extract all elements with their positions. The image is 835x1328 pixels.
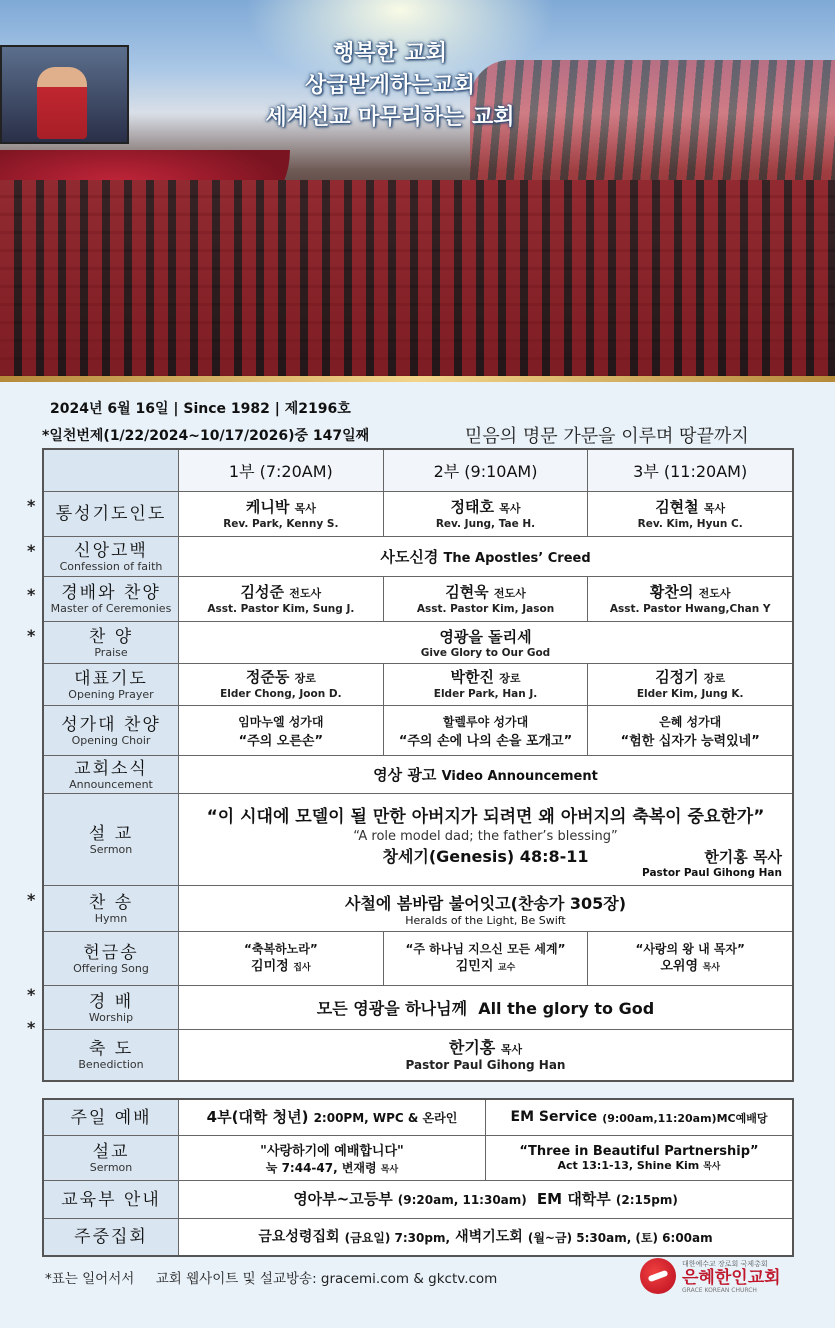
logo-name: 은혜한인교회 xyxy=(682,1267,781,1288)
sermon-row xyxy=(44,794,792,886)
gold-divider xyxy=(0,376,835,382)
sermon-title: “이 시대에 모델이 될 만한 아버지가 되려면 왜 아버지의 축복이 중요한가” xyxy=(206,807,765,827)
service-2: 2부 (9:10AM) xyxy=(384,450,589,491)
reading-line: *일천번제(1/22/2024~10/17/2026)중 147일째 xyxy=(42,428,370,444)
service-3: 3부 (11:20AM) xyxy=(588,450,792,491)
announce-cell: 영상 광고 Video Announcement xyxy=(373,766,598,784)
row-label: 찬 송 Hymn xyxy=(44,886,179,931)
sunday-right: EM Service (9:00am,11:20am)MC예배당 xyxy=(510,1109,768,1125)
row-label: 헌금송 Offering Song xyxy=(44,932,179,985)
person-cell: 김현욱 전도사 Asst. Pastor Kim, Jason xyxy=(384,577,589,621)
row-label: 축 도 Benediction xyxy=(44,1030,179,1080)
stand-marker: * xyxy=(27,541,36,560)
worship-cell: 모든 영광을 하나님께 All the glory to God xyxy=(316,999,655,1018)
stand-marker: * xyxy=(27,890,36,909)
row-label: 설 교 Sermon xyxy=(44,794,179,885)
person-cell: 박한진 장로 Elder Park, Han J. xyxy=(384,664,589,705)
order-of-worship-table xyxy=(42,448,794,1082)
hero-line-2: 상급받게하는교회 xyxy=(304,73,476,98)
motto: 믿음의 명문 가문을 이루며 땅끝까지 xyxy=(465,426,749,447)
offering-cell: “주 하나님 지으신 모든 세계” 김민지 교수 xyxy=(384,932,589,985)
logo-en: GRACE KOREAN CHURCH xyxy=(682,1286,757,1294)
person-cell: 케니박 목사 Rev. Park, Kenny S. xyxy=(179,492,384,536)
sunday-row xyxy=(44,1100,792,1136)
hero-screen-image xyxy=(0,45,129,144)
hero-title xyxy=(190,38,590,134)
creed-cell: 사도신경 The Apostles’ Creed xyxy=(380,548,591,566)
announce-row xyxy=(44,756,792,794)
service-header-row xyxy=(44,450,792,492)
sunday-left: 4부(대학 청년) 2:00PM, WPC & 온라인 xyxy=(179,1100,486,1135)
mc-row xyxy=(44,577,792,622)
weekly-info-table xyxy=(42,1098,794,1257)
praise-cell: 영광을 돌리세 Give Glory to Our God xyxy=(420,627,551,659)
sermon2-row xyxy=(44,1136,792,1181)
church-logo-icon xyxy=(640,1258,676,1294)
row-label: 찬 양 Praise xyxy=(44,622,179,663)
sermon2-right: “Three in Beautiful Partnership” Act 13:1-13, Shine Kim 목사 xyxy=(519,1144,759,1172)
education-cell: 영아부~고등부 (9:20am, 11:30am) EM 대학부 (2:15pm) xyxy=(293,1190,678,1208)
choir-cell: 임마누엘 성가대 “주의 오른손” xyxy=(179,706,384,755)
prayer-row xyxy=(44,492,792,537)
sermon-cell xyxy=(179,794,792,885)
date-line: 2024년 6월 16일 | Since 1982 | 제2196호 xyxy=(50,401,351,417)
row-label: 대표기도 Opening Prayer xyxy=(44,664,179,705)
stand-marker: * xyxy=(27,985,36,1004)
person-cell: 김정기 장로 Elder Kim, Jung K. xyxy=(636,668,744,700)
offering-cell: “사랑의 왕 내 목자” 오위영 목사 xyxy=(635,941,745,974)
person-cell: 정준동 장로 Elder Chong, Joon D. xyxy=(179,664,384,705)
person-cell: 김성준 전도사 Asst. Pastor Kim, Sung J. xyxy=(179,577,384,621)
hero-banner xyxy=(0,0,835,378)
row-label: 설교 Sermon xyxy=(44,1136,179,1180)
row-label: 교육부 안내 xyxy=(44,1181,179,1218)
sermon2-left: "사랑하기에 예배합니다" 눅 7:44-47, 변재령 목사 xyxy=(179,1136,486,1180)
choir-row xyxy=(44,706,792,756)
row-label: 통성기도인도 xyxy=(44,492,179,536)
hymn-row xyxy=(44,886,792,932)
offering-row xyxy=(44,932,792,986)
sermon-title-en: “A role model dad; the father’s blessing” xyxy=(353,829,618,844)
sermon-ref: 창세기(Genesis) 48:8-11 xyxy=(382,847,589,866)
person-cell: 정태호 목사 Rev. Jung, Tae H. xyxy=(384,492,589,536)
row-label: 신앙고백 Confession of faith xyxy=(44,537,179,576)
row-label: 주일 예배 xyxy=(44,1100,179,1135)
stand-marker: * xyxy=(27,626,36,645)
row-label: 주중집회 xyxy=(44,1219,179,1255)
opening-prayer-row xyxy=(44,664,792,706)
offering-cell: “축복하노라” 김미정 집사 xyxy=(179,932,384,985)
person-cell: 김현철 목사 Rev. Kim, Hyun C. xyxy=(637,497,743,530)
service-1: 1부 (7:20AM) xyxy=(179,450,384,491)
creed-row xyxy=(44,537,792,577)
footer-note: *표는 일어서서 교회 웹사이트 및 설교방송: gracemi.com & gkctv.com xyxy=(45,1271,498,1287)
person-cell: 황찬의 전도사 Asst. Pastor Hwang,Chan Y xyxy=(609,582,771,615)
header-blank xyxy=(44,450,179,491)
midweek-cell: 금요성령집회 (금요일) 7:30pm, 새벽기도회 (월~금) 5:30am, (토) 6:00am xyxy=(258,1228,713,1245)
church-logo xyxy=(640,1258,781,1294)
midweek-row xyxy=(44,1219,792,1255)
logo-small-text: 대한예수교 장로회 국제총회 xyxy=(682,1259,768,1268)
education-row xyxy=(44,1181,792,1219)
choir-cell: 할렐루야 성가대 “주의 손에 나의 손을 포개고” xyxy=(384,706,589,755)
row-label: 성가대 찬양 Opening Choir xyxy=(44,706,179,755)
row-label: 교회소식 Announcement xyxy=(44,756,179,793)
choir-cell: 은혜 성가대 “험한 십자가 능력있네” xyxy=(620,714,760,749)
row-label: 경 배 Worship xyxy=(44,986,179,1029)
hero-line-1: 행복한 교회 xyxy=(333,41,447,66)
hero-line-3: 세계선교 마무리하는 교회 xyxy=(265,105,515,130)
stand-marker: * xyxy=(27,585,36,604)
worship-row xyxy=(44,986,792,1030)
benediction-row xyxy=(44,1030,792,1080)
stand-marker: * xyxy=(27,1018,36,1037)
benediction-cell: 한기홍 목사 Pastor Paul Gihong Han xyxy=(405,1038,566,1072)
hero-seats-image xyxy=(0,180,835,378)
stand-marker: * xyxy=(27,496,36,515)
sermon-pastor: 한기홍 목사 Pastor Paul Gihong Han xyxy=(642,848,782,879)
row-label: 경배와 찬양 Master of Ceremonies xyxy=(44,577,179,621)
praise-row xyxy=(44,622,792,664)
hymn-cell: 사철에 봄바람 불어잇고(찬송가 305장) Heralds of the Light, Be Swift xyxy=(344,893,627,927)
